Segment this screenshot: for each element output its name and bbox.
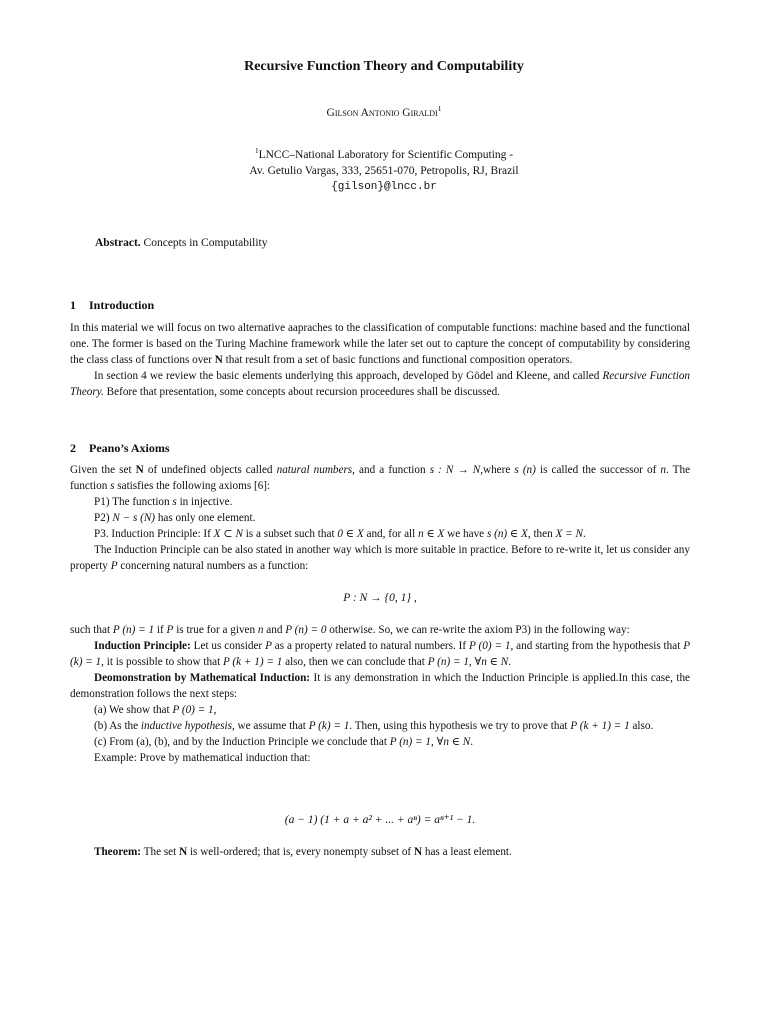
author-line [0, 100, 768, 122]
peano-body-top [70, 462, 690, 574]
step-a: (a) We show that P (0) = 1, [94, 704, 217, 716]
example-line: Example: Prove by mathematical induction that: [94, 752, 311, 764]
affiliation-line-1: $^1$LNCC–National Laboratory for Scientific Computing - [254, 146, 514, 161]
abstract-text: Concepts in Computability [143, 237, 268, 249]
axiom-p2: P2) N − s (N) has only one element. [94, 512, 256, 524]
abstract-label: Abstract. [95, 237, 141, 249]
affiliation-block [0, 143, 768, 195]
section-title: Peano’s Axioms [89, 441, 170, 455]
section-number: 2 [70, 441, 76, 455]
author-footnote-mark: 1 [437, 104, 442, 113]
section-heading-introduction [70, 297, 154, 313]
section-title: Introduction [89, 298, 155, 312]
equation-geometric-sum: (a − 1) (1 + a + a² + ... + aⁿ) = aⁿ⁺¹ − 1. [284, 814, 476, 826]
section-heading-peano [70, 440, 170, 456]
intro-paragraph-1: In this material we will focus on two alternative aapraches to the classification of computable functions: machine based and the functional one. The former is based on the Turing Machine framework while the later set out to capture the concept of computability by considering the class class of functions over N that result from a set of basic functions and functional composition operators. [70, 322, 690, 366]
induction-restatement-paragraph: The Induction Principle can be also stated in another way which is more suitable in practice. Before to re-write it, let us consider any property P concerning natural numbers as a function: [70, 544, 690, 572]
peano-body-middle [70, 622, 690, 766]
such-that-paragraph: such that P (n) = 1 if P is true for a given n and P (n) = 0 otherwise. So, we can re-write the axiom P3) in the following way: [70, 624, 630, 636]
introduction-body [70, 320, 690, 400]
axiom-p1: P1) The function s in injective. [94, 496, 233, 508]
induction-principle-paragraph: Induction Principle: Let us consider P as a property related to natural numbers. If P (0) = 1, and starting from the hypothesis that P (k) = 1, it is possible to show that P (k + 1) = 1 also, then we can conclude that P (n) = 1, ∀n ∈ N. [70, 640, 691, 668]
axiom-p3: P3. Induction Principle: If X ⊂ N is a subset such that 0 ∈ X and, for all n ∈ X we have s (n) ∈ X, then X = N. [94, 528, 586, 540]
intro-paragraph-2: In section 4 we review the basic elements underlying this approach, developed by Gödel and Kleene, and called Recursive Function Theory. Before that presentation, some concepts about recursion proceedures shall be discussed. [70, 370, 691, 398]
step-c: (c) From (a), (b), and by the Induction Principle we conclude that P (n) = 1, ∀n ∈ N. [94, 736, 474, 748]
affiliation-line-2: Av. Getulio Vargas, 333, 25651-070, Petropolis, RJ, Brazil [249, 164, 519, 177]
theorem-block [70, 844, 690, 860]
theorem-paragraph: Theorem: The set N is well-ordered; that is, every nonempty subset of N has a least element. [94, 846, 512, 858]
author-name: Gilson Antonio Giraldi [326, 106, 438, 119]
paper-title: Recursive Function Theory and Computability [244, 59, 524, 74]
author-email: {gilson}@lncc.br [331, 180, 437, 193]
affiliation-mark: 1 [254, 146, 259, 155]
demonstration-paragraph: Deomonstration by Mathematical Induction: It is any demonstration in which the Induction Principle is applied.In this case, the demonstration follows the next steps: [70, 672, 691, 700]
step-b: (b) As the inductive hypothesis, we assume that P (k) = 1. Then, using this hypothesis we try to prove that P (k + 1) = 1 also. [94, 720, 654, 732]
section-number: 1 [70, 298, 76, 312]
abstract [95, 235, 675, 251]
peano-intro-paragraph: Given the set N of undefined objects called natural numbers, and a function s : N → N,where s (n) is called the successor of n. The function s satisfies the following axioms [6]: [70, 464, 691, 492]
equation-property-function: P : N → {0, 1} , [343, 592, 417, 604]
